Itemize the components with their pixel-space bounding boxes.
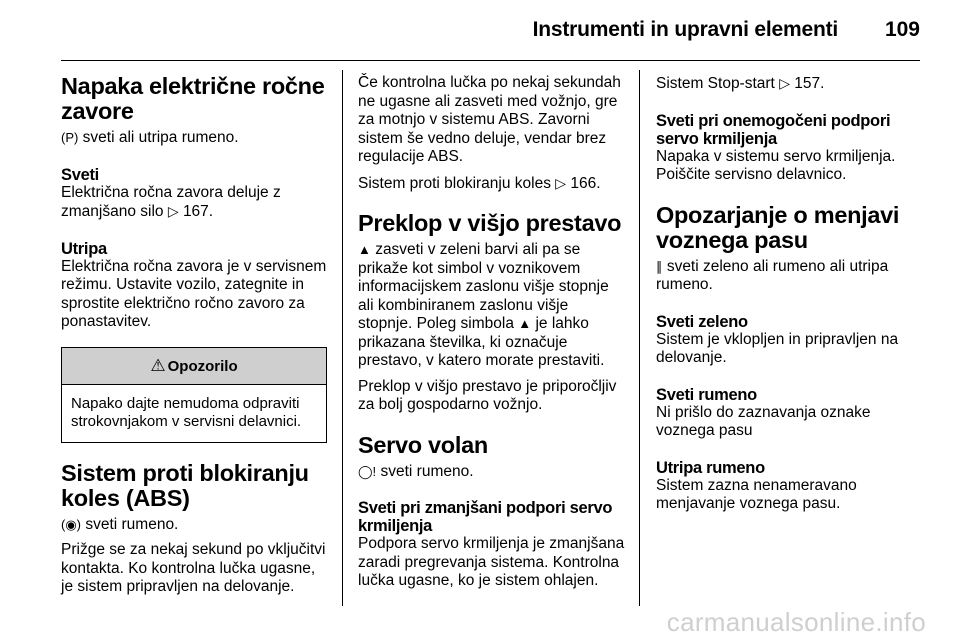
warning-header: ⚠ Opozorilo: [62, 348, 326, 385]
paragraph: Ni prišlo do zaznavanja oznake voznega pasu: [656, 403, 871, 439]
paragraph: (◉) sveti rumeno.: [61, 515, 179, 533]
page-header: [0, 0, 960, 60]
section-heading-handbrake: Napaka električne ročne zavore: [61, 73, 325, 124]
warning-box: [61, 347, 327, 443]
watermark: carmanualsonline.info: [666, 607, 926, 637]
column-divider: [342, 70, 343, 606]
header-rule: [61, 60, 920, 61]
column-2: [358, 74, 626, 591]
section-heading-servo: Servo volan: [358, 431, 488, 458]
handbrake-warning-icon: (P): [61, 130, 79, 145]
paragraph: Sistem je vklopljen in pripravljen na delovanje.: [656, 330, 899, 366]
paragraph: Preklop v višjo prestavo je priporočljiv za bolj gospodarno vožnjo.: [358, 377, 617, 413]
subheading-yellow: Sveti rumeno: [656, 385, 757, 404]
steering-warning-icon: ◯!: [358, 463, 377, 479]
subheading-green: Sveti zeleno: [656, 312, 748, 331]
upshift-arrow-icon: ▲: [358, 242, 371, 257]
subheading-blink: Utripa rumeno: [656, 458, 765, 477]
paragraph: ◯! sveti rumeno.: [358, 462, 474, 480]
page-number: 109: [884, 18, 920, 41]
upshift-arrow-icon: ▲: [518, 316, 532, 331]
paragraph: Električna ročna zavora deluje z zmanjšano silo ▷ 167.: [61, 183, 281, 220]
section-heading-lane: Opozarjanje o menjavi voznega pasu: [656, 201, 900, 253]
paragraph: Sistem proti blokiranju koles ▷ 166.: [358, 174, 601, 192]
subheading-utripa: Utripa: [61, 239, 107, 258]
section-heading-upshift: Preklop v višjo prestavo: [358, 210, 622, 236]
page-reference-icon: ▷: [167, 203, 179, 219]
subheading-sveti: Sveti: [61, 165, 99, 184]
column-1: [61, 74, 327, 597]
abs-icon: (◉): [61, 516, 82, 532]
paragraph: ▲ zasveti v zeleni barvi ali pa se prikaže kot simbol v voznikovem informacijskem zaslonu višje stopnje ali kombiniranem zaslonu višje stopnje. Poleg simbola ▲ je lahko prikazana številka, ki označuje prestavo, v katero morate prestaviti.: [358, 241, 609, 369]
column-3: [656, 74, 920, 514]
subheading-servo-reduced: Sveti pri zmanjšani podpori servo krmiljenja: [358, 499, 613, 535]
paragraph: Sistem Stop-start ▷ 157.: [656, 75, 825, 92]
paragraph: Električna ročna zavora je v servisnem režimu. Ustavite vozilo, zategnite in sprostite električno ročno zavoro za ponastavitev.: [61, 257, 327, 330]
paragraph: Sistem zazna nenameravano menjavanje voznega pasu.: [656, 476, 857, 512]
paragraph: ∥ sveti zeleno ali rumeno ali utripa rumeno.: [656, 257, 889, 293]
paragraph: Prižge se za nekaj sekund po vključitvi kontakta. Ko kontrolna lučka ugasne, je sistem pripravljen na delovanje.: [61, 541, 326, 595]
paragraph: Podpora servo krmiljenja je zmanjšana zaradi pregrevanja sistema. Kontrolna lučka ugasne, ko je sistem ohlajen.: [358, 535, 625, 589]
column-divider: [639, 70, 640, 606]
running-title: Instrumenti in upravni elementi: [532, 18, 838, 41]
section-heading-abs: Sistem proti blokiranju koles (ABS): [61, 459, 309, 511]
subheading-servo-disabled: Sveti pri onemogočeni podpori servo krmiljenja: [656, 111, 891, 148]
paragraph: Napaka v sistemu servo krmiljenja. Poiščite servisno delavnico.: [656, 147, 896, 183]
warning-triangle-icon: ⚠: [150, 355, 166, 375]
lane-departure-icon: ∥: [656, 258, 663, 274]
warning-text: Napako dajte nemudoma odpraviti strokovnjakom v servisni delavnici.: [71, 394, 302, 430]
paragraph: Če kontrolna lučka po nekaj sekundah ne ugasne ali zasveti med vožnjo, gre za motnjo v sistemu ABS. Zavorni sistem še vedno deluje, vendar brez regulacije ABS.: [358, 74, 621, 165]
page-reference-icon: ▷: [555, 174, 567, 191]
paragraph: (P) sveti ali utripa rumeno.: [61, 129, 239, 146]
page-reference-icon: ▷: [779, 75, 790, 91]
